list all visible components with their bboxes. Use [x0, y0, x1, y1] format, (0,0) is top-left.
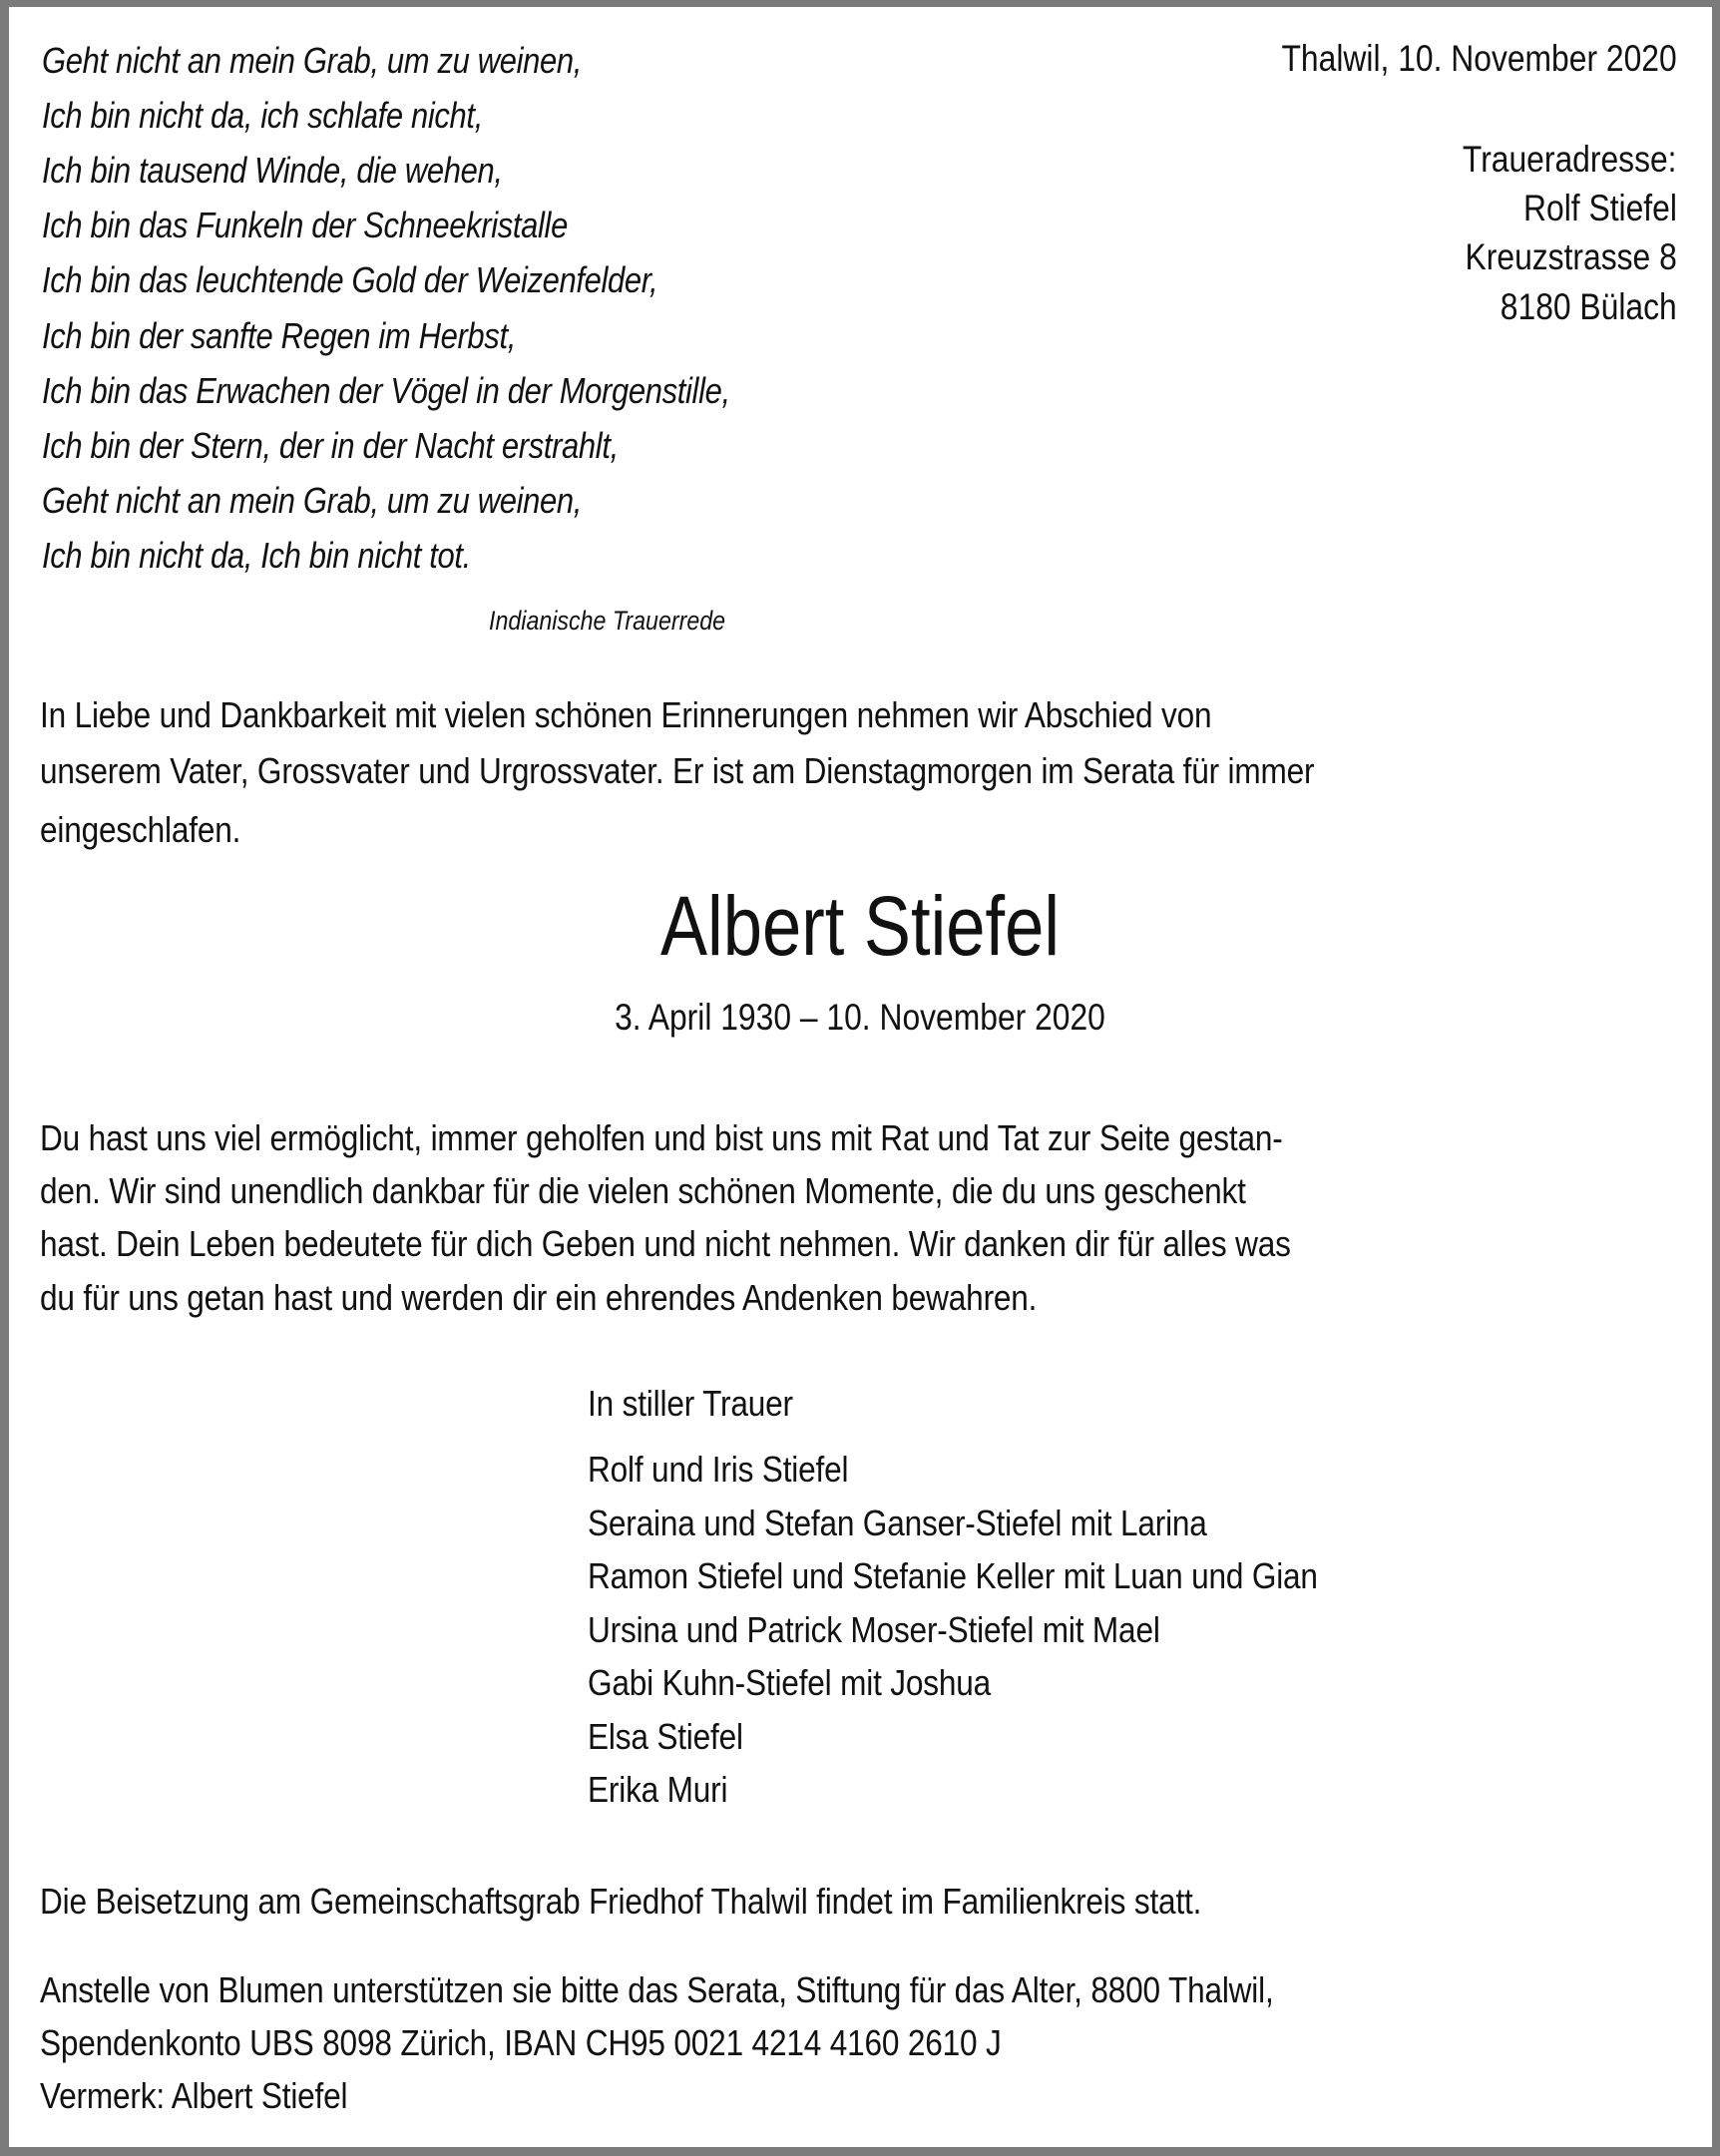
- poem-line: Ich bin der Stern, der in der Nacht erstrahlt,: [42, 425, 619, 466]
- burial-notice: Die Beisetzung am Gemeinschaftsgrab Friedhof Thalwil findet im Familienkreis statt.: [40, 1881, 1202, 1922]
- tribute-line: du für uns getan hast und werden dir ein ehrendes Andenken bewahren.: [40, 1277, 1038, 1318]
- address-line: Rolf Stiefel: [1523, 188, 1677, 228]
- poem-line: Ich bin tausend Winde, die wehen,: [42, 150, 503, 191]
- address-line: 8180 Bülach: [1501, 286, 1677, 327]
- poem-line: Geht nicht an mein Grab, um zu weinen,: [42, 480, 583, 521]
- deceased-name: Albert Stiefel: [659, 879, 1061, 973]
- poem-line: Ich bin das Erwachen der Vögel in der Morgenstille,: [42, 370, 730, 411]
- tribute-line: hast. Dein Leben bedeutete für dich Geben und nicht nehmen. Wir danken dir für alles was: [40, 1223, 1291, 1264]
- intro-line: unserem Vater, Grossvater und Urgrossvater. Er ist am Dienstagmorgen im Serata für immer: [40, 750, 1315, 791]
- mourner-name: Ramon Stiefel und Stefanie Keller mit Luan und Gian: [588, 1555, 1318, 1596]
- mourner-name: Elsa Stiefel: [588, 1716, 743, 1757]
- mourner-name: Gabi Kuhn-Stiefel mit Joshua: [588, 1662, 992, 1703]
- life-dates: 3. April 1930 – 10. November 2020: [615, 997, 1105, 1038]
- mourner-name: Rolf und Iris Stiefel: [588, 1449, 849, 1490]
- mourner-name: Erika Muri: [588, 1769, 728, 1810]
- mourner-name: Seraina und Stefan Ganser-Stiefel mit Larina: [588, 1503, 1207, 1543]
- poem-line: Ich bin das leuchtende Gold der Weizenfelder,: [42, 259, 658, 300]
- donation-line: Anstelle von Blumen unterstützen sie bitte das Serata, Stiftung für das Alter, 8800 Thalwil,: [40, 1969, 1274, 2010]
- donation-line: Vermerk: Albert Stiefel: [40, 2075, 348, 2116]
- poem-line: Ich bin nicht da, ich schlafe nicht,: [42, 95, 483, 136]
- intro-line: eingeschlafen.: [40, 809, 241, 850]
- poem-line: Ich bin das Funkeln der Schneekristalle: [42, 205, 568, 245]
- address-label: Traueradresse:: [1463, 139, 1677, 180]
- poem-source: Indianische Trauerrede: [489, 606, 726, 636]
- tribute-line: Du hast uns viel ermöglicht, immer geholfen und bist uns mit Rat und Tat zur Seite gestan-: [40, 1117, 1283, 1158]
- tribute-line: den. Wir sind unendlich dankbar für die vielen schönen Momente, die du uns geschenkt: [40, 1170, 1246, 1211]
- poem-line: Ich bin der sanfte Regen im Herbst,: [42, 315, 516, 356]
- donation-line: Spendenkonto UBS 8098 Zürich, IBAN CH95 0021 4214 4160 2610 J: [40, 2022, 1002, 2063]
- intro-line: In Liebe und Dankbarkeit mit vielen schönen Erinnerungen nehmen wir Abschied von: [40, 694, 1212, 735]
- place-date: Thalwil, 10. November 2020: [1281, 38, 1677, 79]
- mourner-name: Ursina und Patrick Moser-Stiefel mit Mael: [588, 1609, 1160, 1650]
- mourners-heading: In stiller Trauer: [588, 1383, 793, 1424]
- poem-line: Ich bin nicht da, Ich bin nicht tot.: [42, 535, 471, 576]
- address-line: Kreuzstrasse 8: [1465, 236, 1677, 277]
- poem-line: Geht nicht an mein Grab, um zu weinen,: [42, 40, 583, 81]
